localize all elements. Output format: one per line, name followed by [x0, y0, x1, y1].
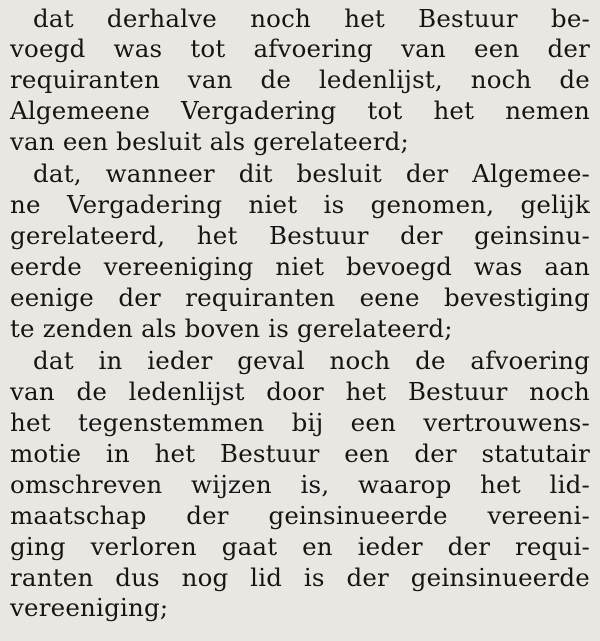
text-line-19: ranten dus nog lid is der geinsinueerde [10, 563, 590, 592]
text-line-20: vereeniging; [10, 593, 169, 622]
text-line-7: ne Vergadering niet is genomen, gelijk [10, 190, 590, 219]
text-line-6: dat, wanneer dit besluit der Algemee- [33, 159, 590, 188]
text-line-18: ging verloren gaat en ieder der requi- [10, 532, 590, 561]
text-line-14: het tegenstemmen bij een vertrouwens- [10, 408, 590, 437]
text-line-12: dat in ieder geval noch de afvoering [33, 346, 590, 375]
text-line-15: motie in het Bestuur een der statutair [10, 439, 590, 468]
text-line-5: van een besluit als gerelateerd; [10, 127, 409, 156]
text-line-11: te zenden als boven is gerelateerd; [10, 314, 453, 343]
text-line-2: voegd was tot afvoering van een der [10, 34, 590, 63]
text-line-13: van de ledenlijst door het Bestuur noch [10, 377, 590, 406]
text-line-17: maatschap der geinsinueerde vereeni- [10, 501, 590, 530]
text-line-3: requiranten van de ledenlijst, noch de [10, 65, 590, 94]
text-line-16: omschreven wijzen is, waarop het lid- [10, 470, 590, 499]
text-line-10: eenige der requiranten eene bevestiging [10, 283, 590, 312]
text-line-4: Algemeene Vergadering tot het nemen [10, 96, 590, 125]
text-line-8: gerelateerd, het Bestuur der geinsinu- [10, 221, 590, 250]
text-line-1: dat derhalve noch het Bestuur be- [33, 4, 590, 33]
text-line-9: eerde vereeniging niet bevoegd was aan [10, 252, 590, 281]
